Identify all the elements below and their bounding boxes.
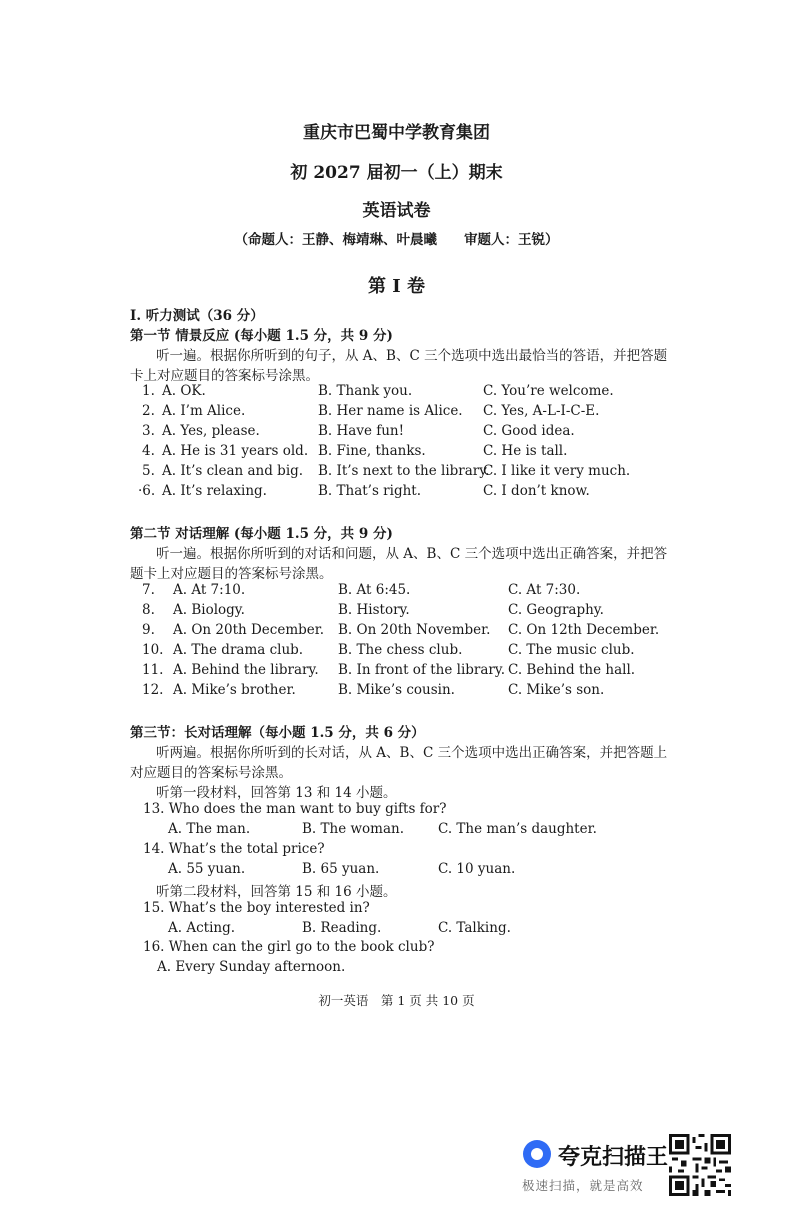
question-number: 5. (142, 463, 155, 479)
option-b: B. Thank you. (318, 383, 413, 399)
option-a: A. Biology. (173, 602, 245, 618)
question-number: ·6. (138, 483, 156, 499)
material-1-note: 听第一段材料，回答第 13 和 14 小题。 (156, 785, 397, 801)
section2-title: 第二节 对话理解 (每小题 1.5 分，共 9 分) (130, 526, 393, 542)
section1-instruction-line2: 卡上对应题目的答案标号涂黑。 (130, 368, 319, 384)
option-c: C. Yes, A-L-I-C-E. (483, 403, 600, 419)
qr-code-icon (669, 1134, 731, 1196)
option-c: C. He is tall. (483, 443, 568, 459)
option-b: B. The woman. (302, 821, 405, 837)
question-15: 15. What’s the boy interested in? (143, 900, 370, 916)
authors-line: （命题人：王静、梅靖琳、叶晨曦 审题人：王锐） (234, 232, 559, 248)
option-a: A. Mike’s brother. (173, 682, 296, 698)
question-number: 7. (142, 582, 155, 598)
question-number: 9. (142, 622, 155, 638)
option-c: C. Mike’s son. (508, 682, 605, 698)
question-16: 16. When can the girl go to the book club? (143, 939, 435, 955)
option-b: B. At 6:45. (338, 582, 411, 598)
section3-instruction-line2: 对应题目的答案标号涂黑。 (130, 765, 292, 781)
option-c: C. On 12th December. (508, 622, 660, 638)
option-b: B. Have fun! (318, 423, 405, 439)
school-title: 重庆市巴蜀中学教育集团 (303, 123, 490, 143)
option-c: C. I like it very much. (483, 463, 631, 479)
option-a: A. It’s clean and big. (162, 463, 304, 479)
option-a: A. I’m Alice. (162, 403, 246, 419)
option-b: B. Her name is Alice. (318, 403, 463, 419)
section3-instruction-line1: 听两遍。根据你所听到的长对话，从 A、B、C 三个选项中选出正确答案，并把答题上 (156, 745, 668, 761)
page-footer: 初一英语 第 1 页 共 10 页 (318, 993, 475, 1008)
option-b: B. Fine, thanks. (318, 443, 426, 459)
option-a: A. On 20th December. (173, 622, 325, 638)
volume-title: 第 I 卷 (368, 276, 425, 297)
option-c: C. The man’s daughter. (438, 821, 597, 837)
option-a: A. Acting. (168, 920, 236, 936)
option-a: A. Yes, please. (162, 423, 260, 439)
option-c: C. I don’t know. (483, 483, 590, 499)
option-c: C. You’re welcome. (483, 383, 614, 399)
option-a: A. At 7:10. (173, 582, 246, 598)
question-13: 13. Who does the man want to buy gifts for? (143, 801, 447, 817)
option-a: A. Behind the library. (173, 662, 319, 678)
option-c: C. Talking. (438, 920, 511, 936)
option-b: B. Mike’s cousin. (338, 682, 455, 698)
option-c: C. At 7:30. (508, 582, 581, 598)
question-number: 10. (142, 642, 164, 658)
option-a: A. The drama club. (173, 642, 304, 658)
option-c: C. Behind the hall. (508, 662, 636, 678)
question-number: 4. (142, 443, 155, 459)
subject-title: 英语试卷 (362, 201, 431, 221)
option-b: B. The chess club. (338, 642, 463, 658)
section2-instruction-line1: 听一遍。根据你所听到的对话和问题，从 A、B、C 三个选项中选出正确答案，并把答 (156, 546, 668, 562)
question-number: 11. (142, 662, 164, 678)
part-title: I. 听力测试（36 分） (130, 308, 264, 324)
question-number: 12. (142, 682, 164, 698)
option-c: C. 10 yuan. (438, 861, 516, 877)
option-a: A. 55 yuan. (168, 861, 246, 877)
section2-instruction-line2: 题卡上对应题目的答案标号涂黑。 (130, 566, 333, 582)
option-b: B. That’s right. (318, 483, 422, 499)
section3-title: 第三节：长对话理解（每小题 1.5 分，共 6 分） (130, 725, 425, 741)
scanner-logo-icon (523, 1140, 551, 1168)
question-number: 3. (142, 423, 155, 439)
option-a: A. Every Sunday afternoon. (157, 959, 346, 975)
question-number: 8. (142, 602, 155, 618)
option-b: B. It’s next to the library. (318, 463, 490, 479)
option-c: C. Geography. (508, 602, 604, 618)
option-c: C. The music club. (508, 642, 635, 658)
exam-title: 初 2027 届初一（上）期末 (290, 163, 503, 183)
section1-instruction-line1: 听一遍。根据你所听到的句子，从 A、B、C 三个选项中选出最恰当的答语，并把答题 (156, 348, 668, 364)
scanner-slogan: 极速扫描，就是高效 (522, 1178, 644, 1193)
option-b: B. 65 yuan. (302, 861, 380, 877)
option-a: A. The man. (168, 821, 251, 837)
scanner-brand: 夸克扫描王 (558, 1145, 669, 1170)
option-a: A. OK. (162, 383, 206, 399)
option-b: B. History. (338, 602, 410, 618)
option-a: A. He is 31 years old. (162, 443, 309, 459)
option-a: A. It’s relaxing. (162, 483, 267, 499)
option-b: B. In front of the library. (338, 662, 505, 678)
question-number: 1. (142, 383, 155, 399)
question-14: 14. What’s the total price? (143, 841, 325, 857)
section1-title: 第一节 情景反应 (每小题 1.5 分，共 9 分) (130, 328, 393, 344)
option-b: B. Reading. (302, 920, 382, 936)
material-2-note: 听第二段材料，回答第 15 和 16 小题。 (156, 884, 397, 900)
question-number: 2. (142, 403, 155, 419)
option-c: C. Good idea. (483, 423, 575, 439)
option-b: B. On 20th November. (338, 622, 491, 638)
